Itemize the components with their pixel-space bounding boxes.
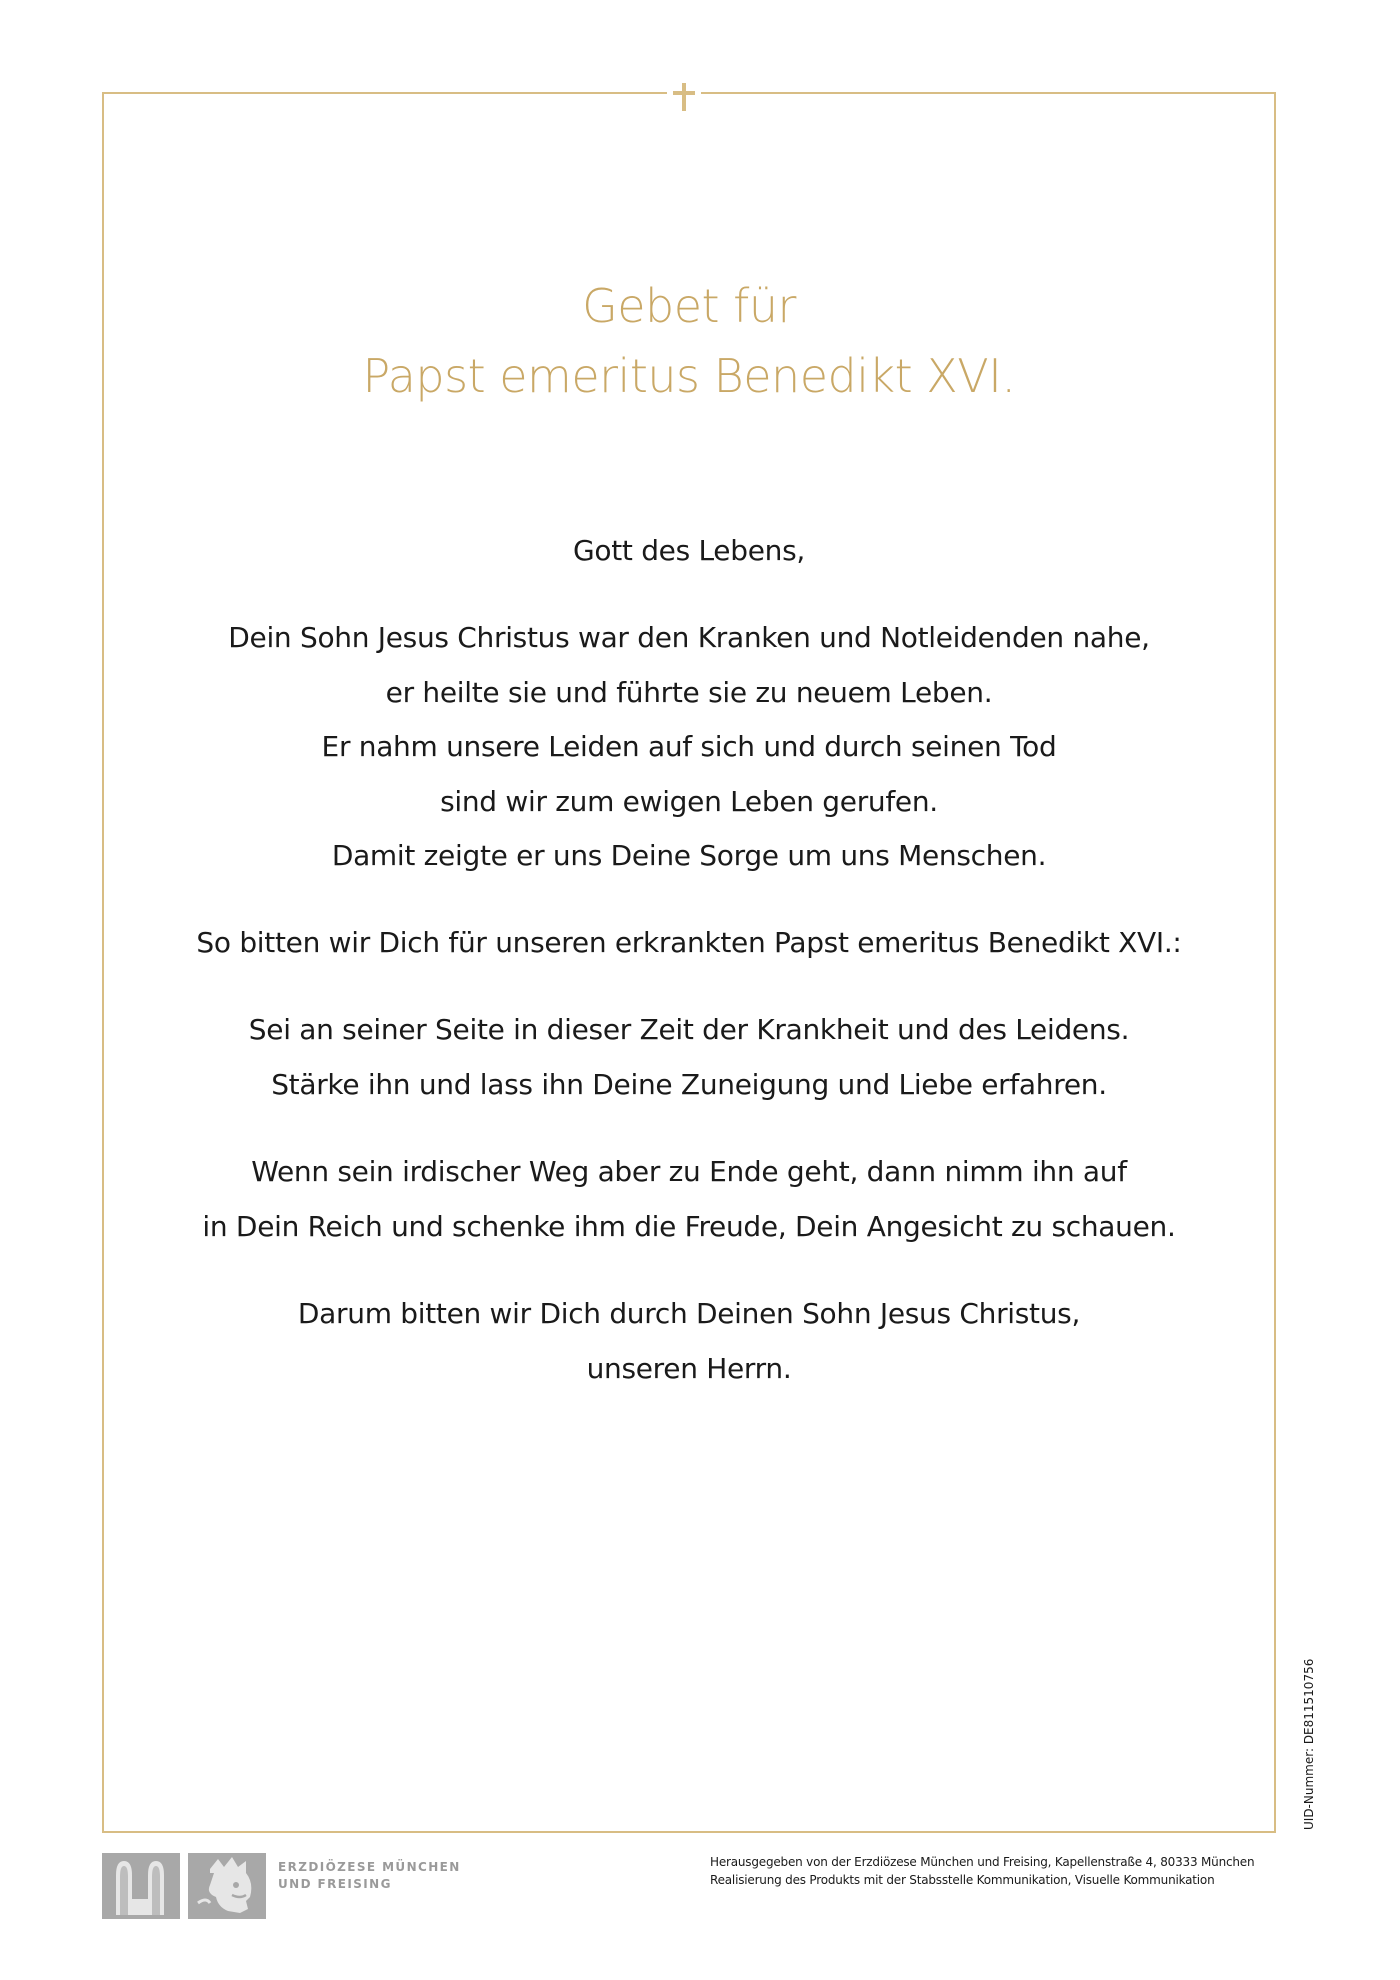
title-line-1: Gebet für	[582, 279, 796, 333]
prayer-line: unseren Herrn.	[586, 1352, 792, 1385]
freising-moor-head-icon	[188, 1853, 266, 1919]
prayer-line: Stärke ihn und lass ihn Deine Zuneigung und Liebe erfahren.	[271, 1068, 1107, 1101]
uid-number: UID-Nummer: DE811510756	[1302, 1658, 1316, 1830]
prayer-line: in Dein Reich und schenke ihm die Freude, Dein Angesicht zu schauen.	[202, 1210, 1176, 1243]
prayer-line: Damit zeigte er uns Deine Sorge um uns Menschen.	[331, 839, 1047, 872]
prayer-line: er heilte sie und führte sie zu neuem Leben.	[385, 676, 993, 709]
prayer-line: Gott des Lebens,	[573, 534, 805, 567]
prayer-line: sind wir zum ewigen Leben gerufen.	[440, 785, 938, 818]
logo-text-line-1: ERZDIÖZESE MÜNCHEN	[278, 1860, 461, 1874]
prayer-line: So bitten wir Dich für unseren erkrankten Papst emeritus Benedikt XVI.:	[196, 926, 1182, 959]
prayer-line: Wenn sein irdischer Weg aber zu Ende geht, dann nimm ihn auf	[251, 1155, 1127, 1188]
imprint-line-1: Herausgegeben von der Erzdiözese München und Freising, Kapellenstraße 4, 80333 München	[710, 1855, 1255, 1869]
title-line-2: Papst emeritus Benedikt XVI.	[362, 349, 1016, 403]
prayer-line: Darum bitten wir Dich durch Deinen Sohn Jesus Christus,	[297, 1297, 1081, 1330]
prayer-line: Dein Sohn Jesus Christus war den Kranken und Notleidenden nahe,	[228, 621, 1150, 654]
logo-text-line-2: UND FREISING	[278, 1877, 392, 1891]
prayer-line: Er nahm unsere Leiden auf sich und durch seinen Tod	[321, 730, 1057, 763]
prayer-line: Sei an seiner Seite in dieser Zeit der Krankheit und des Leidens.	[248, 1013, 1130, 1046]
cross-icon	[667, 80, 701, 114]
imprint-line-2: Realisierung des Produkts mit der Stabsstelle Kommunikation, Visuelle Kommunikation	[710, 1873, 1215, 1887]
frauenkirche-towers-icon	[102, 1853, 180, 1919]
